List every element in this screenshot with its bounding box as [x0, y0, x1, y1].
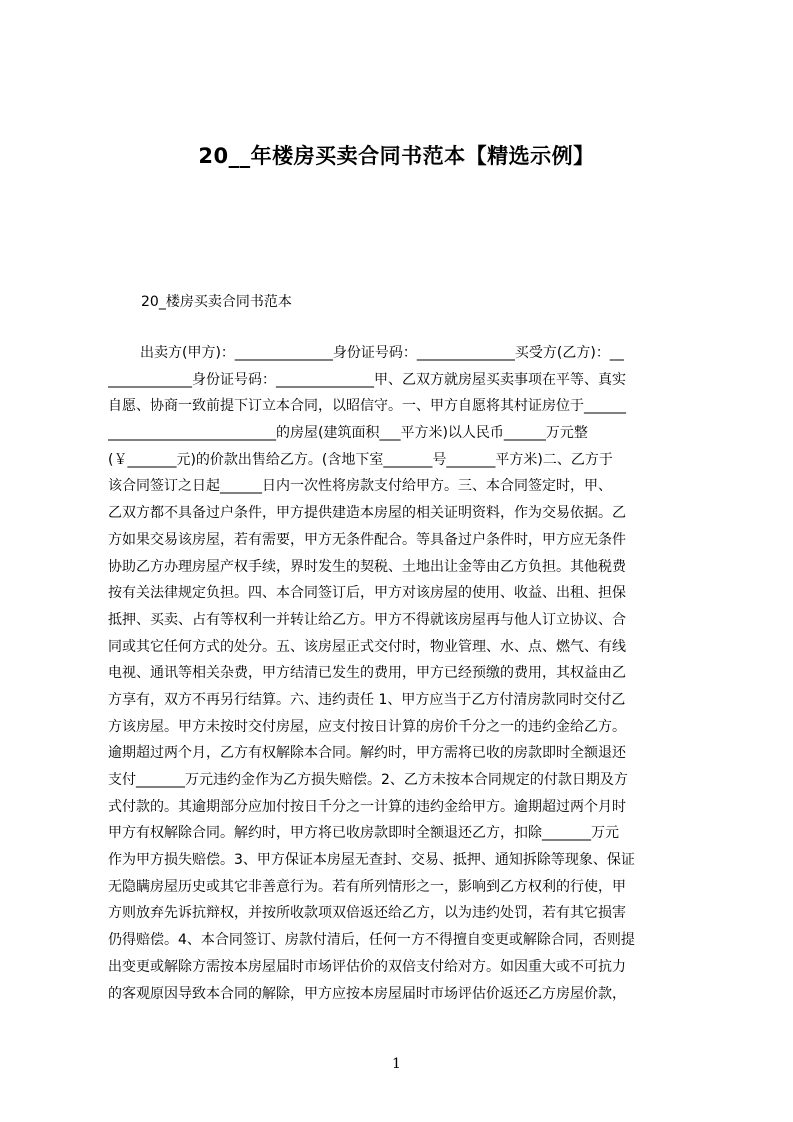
- body-line: 方则放弃先诉抗辩权，并按所收款项双倍返还给乙方，以为违约处罚，若有其它损害: [108, 905, 626, 922]
- body-line: 甲方有权解除合同。解约时，甲方将已收房款即时全额退还乙方，扣除_______万元: [108, 825, 619, 842]
- body-line: 作为甲方损失赔偿。3、甲方保证本房屋无查封、交易、抵押、通知拆除等现象、保证: [108, 852, 635, 869]
- body-line: 按有关法律规定负担。四、本合同签订后，甲方对该房屋的使用、收益、出租、担保: [108, 585, 626, 602]
- body-line: 电视、通讯等相关杂费，甲方结清已发生的费用，甲方已经预缴的费用，其权益由乙: [108, 665, 626, 682]
- body-line: 出变更或解除方需按本房屋届时市场评估价的双倍支付给对方。如因重大或不可抗力: [108, 958, 626, 975]
- body-line: 逾期超过两个月，乙方有权解除本合同。解约时，甲方需将已收的房款即时全额退还: [108, 745, 626, 762]
- body-line: 出卖方(甲方)：______________身份证号码：______________买受方(乙方)：__: [140, 345, 624, 361]
- body-line: 支付_______万元违约金作为乙方损失赔偿。2、乙方未按本合同规定的付款日期及方: [108, 772, 628, 788]
- body-line: 乙双方都不具备过户条件，甲方提供建造本房屋的相关证明资料，作为交易依据。乙: [108, 505, 626, 522]
- body-line: 无隐瞒房屋历史或其它非善意行为。若有所列情形之一，影响到乙方权利的行使，甲: [108, 878, 626, 895]
- body-line: 的客观原因导致本合同的解除，甲方应按本房屋届时市场评估价返还乙方房屋价款，: [108, 985, 626, 1002]
- body-line: (￥_______元)的价款出售给乙方。(含地下室_______号_______平方米)二、乙方于: [108, 451, 613, 468]
- page-number: 1: [392, 1056, 401, 1072]
- body-line: 方该房屋。甲方未按时交付房屋，应支付按日计算的房价千分之一的违约金给乙方。: [108, 718, 626, 735]
- document-subtitle: 20_楼房买卖合同书范本: [141, 294, 292, 310]
- document-title: 20__年楼房买卖合同书范本【精选示例】: [198, 144, 595, 168]
- body-line: 式付款的。其逾期部分应加付按日千分之一计算的违约金给甲方。逾期超过两个月时: [108, 798, 626, 815]
- body-line: 自愿、协商一致前提下订立本合同，以昭信守。一、甲方自愿将其村证房位于______: [108, 398, 626, 415]
- body-line: ____________身份证号码：______________甲、乙双方就房屋买卖事项在平等、真实: [108, 371, 626, 388]
- body-line: 该合同签订之日起______日内一次性将房款支付给甲方。三、本合同签定时，甲、: [108, 478, 612, 495]
- contract-body: [108, 340, 698, 1007]
- body-line: 同或其它任何方式的处分。五、该房屋正式交付时，物业管理、水、点、燃气、有线: [108, 638, 626, 655]
- body-line: ________________________的房屋(建筑面积___平方米)以人民币______万元整: [108, 425, 588, 442]
- body-line: 抵押、买卖、占有等权利一并转让给乙方。甲方不得就该房屋再与他人订立协议、合: [108, 611, 626, 628]
- body-line: 方如果交易该房屋，若有需要，甲方无条件配合。等具备过户条件时，甲方应无条件: [108, 531, 626, 548]
- body-line: 仍得赔偿。4、本合同签订、房款付清后，任何一方不得擅自变更或解除合同，否则提: [108, 932, 635, 949]
- body-line: 协助乙方办理房屋产权手续，界时发生的契税、土地出让金等由乙方负担。其他税费: [108, 558, 626, 575]
- body-line: 方享有，双方不再另行结算。六、违约责任 1、甲方应当于乙方付清房款同时交付乙: [108, 691, 626, 708]
